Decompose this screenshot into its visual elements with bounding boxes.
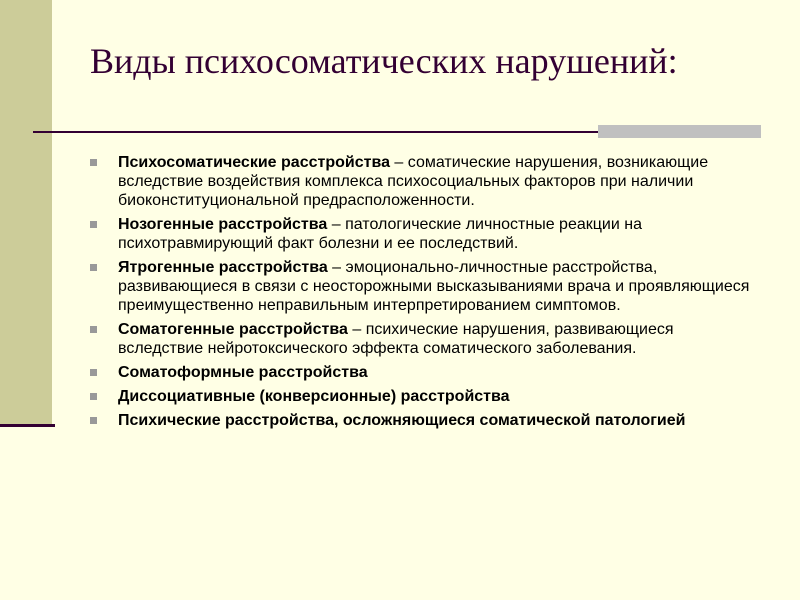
square-bullet-icon bbox=[90, 393, 97, 400]
square-bullet-icon bbox=[90, 417, 97, 424]
bullet-item-somatoform bbox=[90, 363, 760, 382]
bullet-separator: – bbox=[327, 259, 346, 276]
bullet-term: Нозогенные расстройства bbox=[118, 216, 328, 233]
bullet-separator: – bbox=[389, 154, 408, 171]
bullet-separator: – bbox=[327, 216, 346, 233]
square-bullet-icon bbox=[90, 264, 97, 271]
bullet-term: Ятрогенные расстройства bbox=[118, 259, 328, 276]
slide-title: Виды психосоматических нарушений: bbox=[90, 41, 678, 81]
square-bullet-icon bbox=[90, 159, 97, 166]
bullet-item-mental-disorders bbox=[90, 411, 760, 430]
bullet-text: психические нарушения, развивающиеся вследствие нейротоксического эффекта соматического заболевания. bbox=[118, 321, 674, 357]
bullet-item-iatrogenic bbox=[90, 258, 760, 315]
bullet-term: Соматогенные расстройства bbox=[118, 321, 348, 338]
bullet-text: патологические личностные реакции на психотравмирующий факт болезни и ее последствий. bbox=[118, 216, 642, 252]
bullet-list bbox=[90, 153, 760, 435]
bullet-item-nosogenic bbox=[90, 215, 760, 253]
square-bullet-icon bbox=[90, 326, 97, 333]
title-accent-block bbox=[598, 125, 761, 138]
bullet-item-psychosomatic bbox=[90, 153, 760, 210]
bullet-term: Психические расстройства, осложняющиеся соматической патологией bbox=[118, 412, 686, 429]
bullet-term: Соматоформные расстройства bbox=[118, 364, 368, 381]
square-bullet-icon bbox=[90, 369, 97, 376]
bullet-term: Психосоматические расстройства bbox=[118, 154, 390, 171]
bullet-text: соматические нарушения, возникающие вследствие воздействия комплекса психосоциальных факторов при наличии биоконституциональной предрасположенности. bbox=[118, 154, 709, 209]
bullet-text: эмоционально-личностные расстройства, развивающиеся в связи с неосторожными высказываниями врача и проявляющиеся преимущественно неправильным интерпретированием симптомов. bbox=[118, 259, 750, 314]
square-bullet-icon bbox=[90, 221, 97, 228]
bullet-separator: – bbox=[347, 321, 366, 338]
left-accent-rule bbox=[0, 424, 55, 427]
bullet-term: Диссоциативные (конверсионные) расстройства bbox=[118, 388, 510, 405]
bullet-item-dissociative bbox=[90, 387, 760, 406]
left-accent-bar bbox=[0, 0, 52, 424]
bullet-item-somatogenic bbox=[90, 320, 760, 358]
